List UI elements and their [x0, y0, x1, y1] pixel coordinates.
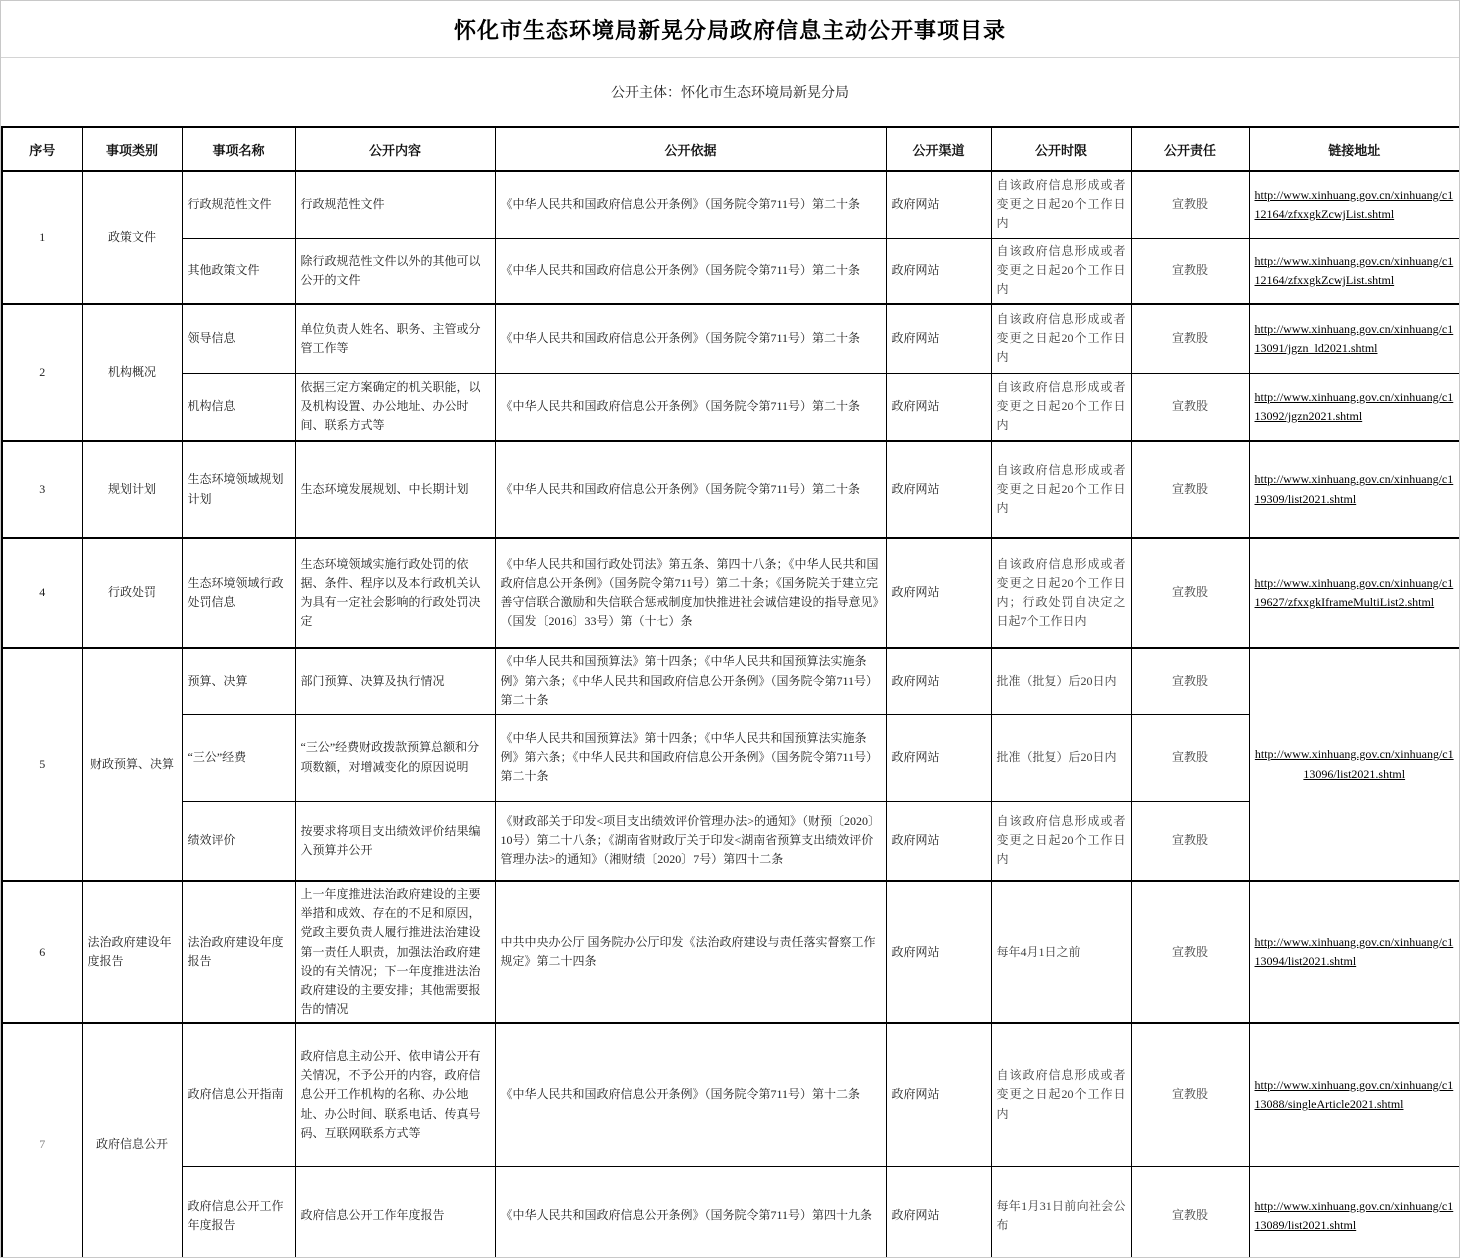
- cell-disclosure-channel: 政府网站: [886, 238, 991, 304]
- cell-sequence-number: 2: [2, 304, 82, 441]
- cell-disclosure-content: 依据三定方案确定的机关职能，以及机构设置、办公地址、办公时间、联系方式等: [295, 373, 495, 441]
- cell-responsibility: 宣教股: [1131, 714, 1249, 801]
- cell-disclosure-channel: 政府网站: [886, 648, 991, 714]
- item-link-url[interactable]: http://www.xinhuang.gov.cn/xinhuang/c112164/zfxxgkZcwjList.shtml: [1254, 187, 1454, 221]
- cell-item-name: “三公”经费: [182, 714, 295, 801]
- cell-item-name: 其他政策文件: [182, 238, 295, 304]
- cell-item-name: 机构信息: [182, 373, 295, 441]
- column-header-item-name: 事项名称: [182, 127, 295, 171]
- item-link-url[interactable]: http://www.xinhuang.gov.cn/xinhuang/c113096/list2021.shtml: [1254, 747, 1454, 781]
- item-link-url[interactable]: http://www.xinhuang.gov.cn/xinhuang/c113092/jgzn2021.shtml: [1254, 389, 1454, 423]
- cell-disclosure-channel: 政府网站: [886, 1166, 991, 1258]
- cell-responsibility: 宣教股: [1131, 238, 1249, 304]
- column-header-channel: 公开渠道: [886, 127, 991, 171]
- cell-item-name: 生态环境领域行政处罚信息: [182, 538, 295, 648]
- cell-link-address: [1249, 304, 1460, 373]
- cell-disclosure-channel: 政府网站: [886, 304, 991, 373]
- cell-disclosure-content: 生态环境领域实施行政处罚的依据、条件、程序以及本行政机关认为具有一定社会影响的行政处罚决定: [295, 538, 495, 648]
- cell-link-address: [1249, 538, 1460, 648]
- cell-disclosure-basis: 《中华人民共和国政府信息公开条例》（国务院令第711号）第二十条: [495, 441, 886, 538]
- cell-disclosure-content: “三公”经费财政拨款预算总额和分项数额，对增减变化的原因说明: [295, 714, 495, 801]
- cell-time-limit: 自该政府信息形成或者变更之日起20个工作日内: [991, 171, 1131, 238]
- cell-item-name: 生态环境领域规划计划: [182, 441, 295, 538]
- column-header-category: 事项类别: [82, 127, 182, 171]
- item-link-url[interactable]: http://www.xinhuang.gov.cn/xinhuang/c113089/list2021.shtml: [1254, 1198, 1454, 1233]
- cell-item-name: 预算、决算: [182, 648, 295, 714]
- cell-link-address: [1249, 238, 1460, 304]
- column-header-basis: 公开依据: [495, 127, 886, 171]
- cell-responsibility: 宣教股: [1131, 1023, 1249, 1166]
- cell-disclosure-channel: 政府网站: [886, 373, 991, 441]
- cell-disclosure-basis: 《中华人民共和国预算法》第十四条；《中华人民共和国预算法实施条例》第六条；《中华人民共和国政府信息公开条例》（国务院令第711号）第二十条: [495, 648, 886, 714]
- cell-responsibility: 宣教股: [1131, 1166, 1249, 1258]
- cell-time-limit: 每年1月31日前向社会公布: [991, 1166, 1131, 1258]
- table-row: [2, 1023, 1460, 1166]
- table-row: [2, 171, 1460, 238]
- cell-disclosure-content: 政府信息主动公开、依申请公开有关情况，不予公开的内容，政府信息公开工作机构的名称、办公地址、办公时间、联系电话、传真号码、互联网联系方式等: [295, 1023, 495, 1166]
- cell-disclosure-basis: 《中华人民共和国政府信息公开条例》（国务院令第711号）第二十条: [495, 304, 886, 373]
- column-header-responsibility: 公开责任: [1131, 127, 1249, 171]
- cell-disclosure-channel: 政府网站: [886, 801, 991, 881]
- column-header-seq: 序号: [2, 127, 82, 171]
- cell-disclosure-basis: 《中华人民共和国行政处罚法》第五条、第四十八条；《中华人民共和国政府信息公开条例》（国务院令第711号）第二十条；《国务院关于建立完善守信联合激励和失信联合惩戒制度加快推进社会诚信建设的指导意见》（国发〔2016〕33号）第（十七）条: [495, 538, 886, 648]
- cell-time-limit: 自该政府信息形成或者变更之日起20个工作日内: [991, 441, 1131, 538]
- cell-disclosure-basis: 《中华人民共和国政府信息公开条例》（国务院令第711号）第四十九条: [495, 1166, 886, 1258]
- cell-item-category: 规划计划: [82, 441, 182, 538]
- item-link-url[interactable]: http://www.xinhuang.gov.cn/xinhuang/c112164/zfxxgkZcwjList.shtml: [1254, 253, 1454, 287]
- cell-item-name: 绩效评价: [182, 801, 295, 881]
- cell-item-category: 政府信息公开: [82, 1023, 182, 1258]
- page-title: 怀化市生态环境局新晃分局政府信息主动公开事项目录: [453, 17, 1006, 43]
- table-row: [2, 648, 1460, 714]
- cell-time-limit: 自该政府信息形成或者变更之日起20个工作日内: [991, 238, 1131, 304]
- cell-disclosure-basis: 《中华人民共和国政府信息公开条例》（国务院令第711号）第二十条: [495, 373, 886, 441]
- cell-link-address: [1249, 881, 1460, 1023]
- cell-disclosure-content: 政府信息公开工作年度报告: [295, 1166, 495, 1258]
- cell-responsibility: 宣教股: [1131, 648, 1249, 714]
- cell-link-address: [1249, 441, 1460, 538]
- item-link-url[interactable]: http://www.xinhuang.gov.cn/xinhuang/c113094/list2021.shtml: [1254, 934, 1454, 969]
- cell-responsibility: 宣教股: [1131, 373, 1249, 441]
- cell-responsibility: 宣教股: [1131, 801, 1249, 881]
- column-header-time-limit: 公开时限: [991, 127, 1131, 171]
- cell-link-address: [1249, 171, 1460, 238]
- cell-disclosure-content: 单位负责人姓名、职务、主管或分管工作等: [295, 304, 495, 373]
- item-link-url[interactable]: http://www.xinhuang.gov.cn/xinhuang/c113091/jgzn_ld2021.shtml: [1254, 321, 1454, 355]
- cell-item-name: 法治政府建设年度报告: [182, 881, 295, 1023]
- table-row: [2, 538, 1460, 648]
- cell-item-name: 行政规范性文件: [182, 171, 295, 238]
- title-bar: [1, 1, 1459, 58]
- cell-item-name: 政府信息公开指南: [182, 1023, 295, 1166]
- table-row: [2, 373, 1460, 441]
- cell-time-limit: 自该政府信息形成或者变更之日起20个工作日内: [991, 304, 1131, 373]
- cell-time-limit: 自该政府信息形成或者变更之日起20个工作日内；行政处罚自决定之日起7个工作日内: [991, 538, 1131, 648]
- cell-link-address: [1249, 1166, 1460, 1258]
- cell-disclosure-channel: 政府网站: [886, 1023, 991, 1166]
- cell-time-limit: 自该政府信息形成或者变更之日起20个工作日内: [991, 1023, 1131, 1166]
- table-row: [2, 714, 1460, 801]
- table-header-row: [2, 127, 1460, 171]
- item-link-url[interactable]: http://www.xinhuang.gov.cn/xinhuang/c119309/list2021.shtml: [1254, 472, 1454, 506]
- cell-sequence-number: 6: [2, 881, 82, 1023]
- cell-item-category: 行政处罚: [82, 538, 182, 648]
- cell-disclosure-channel: 政府网站: [886, 881, 991, 1023]
- table-row: [2, 881, 1460, 1023]
- cell-time-limit: 每年4月1日之前: [991, 881, 1131, 1023]
- cell-disclosure-basis: 《中华人民共和国政府信息公开条例》（国务院令第711号）第二十条: [495, 238, 886, 304]
- cell-item-category: 财政预算、决算: [82, 648, 182, 881]
- disclosure-directory-table: [1, 126, 1460, 1258]
- cell-disclosure-content: 部门预算、决算及执行情况: [295, 648, 495, 714]
- cell-responsibility: 宣教股: [1131, 881, 1249, 1023]
- table-row: [2, 304, 1460, 373]
- cell-responsibility: 宣教股: [1131, 538, 1249, 648]
- subject-bar: [1, 58, 1459, 126]
- cell-disclosure-content: 除行政规范性文件以外的其他可以公开的文件: [295, 238, 495, 304]
- table-row: [2, 801, 1460, 881]
- cell-link-address: [1249, 648, 1460, 881]
- cell-disclosure-content: 生态环境发展规划、中长期计划: [295, 441, 495, 538]
- cell-responsibility: 宣教股: [1131, 171, 1249, 238]
- cell-sequence-number: 3: [2, 441, 82, 538]
- cell-time-limit: 自该政府信息形成或者变更之日起20个工作日内: [991, 373, 1131, 441]
- cell-sequence-number: 4: [2, 538, 82, 648]
- cell-disclosure-content: 按要求将项目支出绩效评价结果编入预算并公开: [295, 801, 495, 881]
- table-row: [2, 238, 1460, 304]
- table-row: [2, 441, 1460, 538]
- cell-item-name: 领导信息: [182, 304, 295, 373]
- cell-disclosure-channel: 政府网站: [886, 714, 991, 801]
- column-header-content: 公开内容: [295, 127, 495, 171]
- cell-disclosure-channel: 政府网站: [886, 538, 991, 648]
- cell-sequence-number: 1: [2, 171, 82, 304]
- cell-item-name: 政府信息公开工作年度报告: [182, 1166, 295, 1258]
- cell-disclosure-basis: 《中华人民共和国预算法》第十四条；《中华人民共和国预算法实施条例》第六条；《中华人民共和国政府信息公开条例》（国务院令第711号）第二十条: [495, 714, 886, 801]
- cell-sequence-number: 5: [2, 648, 82, 881]
- cell-item-category: 法治政府建设年度报告: [82, 881, 182, 1023]
- cell-disclosure-basis: 中共中央办公厅 国务院办公厅印发《法治政府建设与责任落实督察工作规定》第二十四条: [495, 881, 886, 1023]
- cell-sequence-number: 7: [2, 1023, 82, 1258]
- cell-item-category: 政策文件: [82, 171, 182, 304]
- cell-item-category: 机构概况: [82, 304, 182, 441]
- cell-disclosure-channel: 政府网站: [886, 441, 991, 538]
- cell-time-limit: 自该政府信息形成或者变更之日起20个工作日内: [991, 801, 1131, 881]
- cell-link-address: [1249, 373, 1460, 441]
- table-row: [2, 1166, 1460, 1258]
- item-link-url[interactable]: http://www.xinhuang.gov.cn/xinhuang/c113088/singleArticle2021.shtml: [1254, 1077, 1454, 1112]
- cell-disclosure-basis: 《中华人民共和国政府信息公开条例》（国务院令第711号）第二十条: [495, 171, 886, 238]
- cell-time-limit: 批准（批复）后20日内: [991, 714, 1131, 801]
- cell-responsibility: 宣教股: [1131, 304, 1249, 373]
- item-link-url[interactable]: http://www.xinhuang.gov.cn/xinhuang/c119627/zfxxgkIframeMultiList2.shtml: [1254, 575, 1454, 609]
- column-header-link-address: 链接地址: [1249, 127, 1460, 171]
- cell-disclosure-basis: 《财政部关于印发<项目支出绩效评价管理办法>的通知》（财预〔2020〕10号）第二十八条；《湖南省财政厅关于印发<湖南省预算支出绩效评价管理办法>的通知》（湘财绩〔2020〕7号）第四十二条: [495, 801, 886, 881]
- cell-responsibility: 宣教股: [1131, 441, 1249, 538]
- cell-disclosure-content: 行政规范性文件: [295, 171, 495, 238]
- cell-disclosure-basis: 《中华人民共和国政府信息公开条例》（国务院令第711号）第十二条: [495, 1023, 886, 1166]
- cell-time-limit: 批准（批复）后20日内: [991, 648, 1131, 714]
- subject-line: 公开主体：怀化市生态环境局新晃分局: [611, 86, 849, 101]
- cell-link-address: [1249, 1023, 1460, 1166]
- cell-disclosure-channel: 政府网站: [886, 171, 991, 238]
- cell-disclosure-content: 上一年度推进法治政府建设的主要举措和成效、存在的不足和原因，党政主要负责人履行推进法治建设第一责任人职责，加强法治政府建设的有关情况；下一年度推进法治政府建设的主要安排；其他需要报告的情况: [295, 881, 495, 1023]
